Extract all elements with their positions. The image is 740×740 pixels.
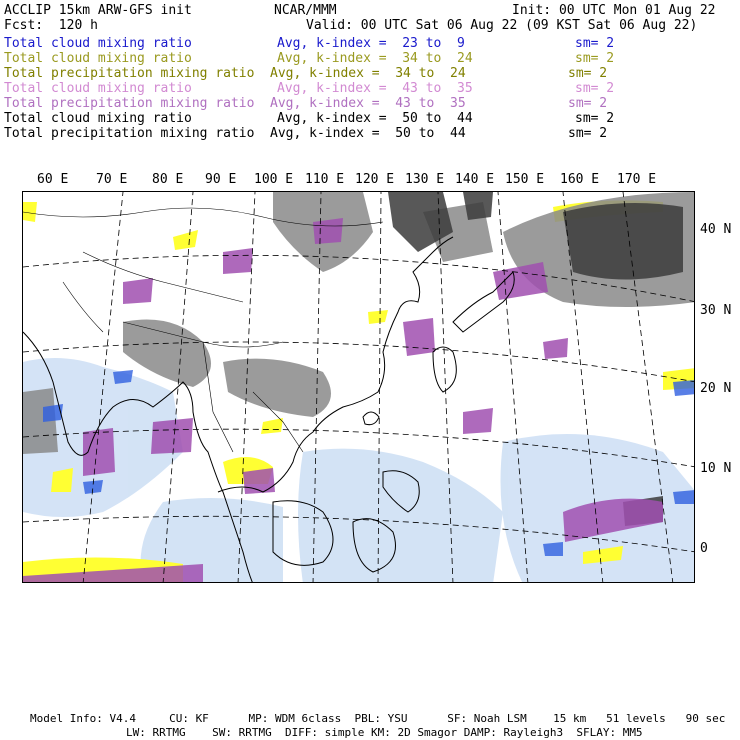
- lon-label-150e: 150 E: [505, 172, 545, 187]
- legend-sm-3: sm= 2: [568, 66, 608, 81]
- legend-avg-2: Avg, k-index = 34 to 24: [277, 51, 473, 66]
- legend-field-1: Total cloud mixing ratio: [4, 36, 192, 51]
- lat-label-30n: 30 N: [700, 303, 732, 318]
- map-canvas: [23, 192, 695, 583]
- legend-sm-7: sm= 2: [568, 126, 608, 141]
- light-blue-cloud-shading: [23, 358, 695, 583]
- org-label: NCAR/MMM: [274, 3, 337, 18]
- footer-model-info: Model Info: V4.4 CU: KF MP: WDM 6class PBL: YSU SF: Noah LSM 15 km 51 levels 90 sec: [30, 712, 726, 725]
- legend-sm-4: sm= 2: [575, 81, 615, 96]
- legend-avg-7: Avg, k-index = 50 to 44: [270, 126, 466, 141]
- legend-field-5: Total precipitation mixing ratio: [4, 96, 255, 111]
- lon-label-160e: 160 E: [560, 172, 600, 187]
- lon-label-140e: 140 E: [455, 172, 495, 187]
- legend-sm-1: sm= 2: [575, 36, 615, 51]
- legend-avg-5: Avg, k-index = 43 to 35: [270, 96, 466, 111]
- legend-avg-3: Avg, k-index = 34 to 24: [270, 66, 466, 81]
- legend-sm-6: sm= 2: [575, 111, 615, 126]
- legend-field-6: Total cloud mixing ratio: [4, 111, 192, 126]
- lon-label-70e: 70 E: [96, 172, 128, 187]
- lat-label-0: 0: [700, 541, 708, 556]
- lat-label-10n: 10 N: [700, 461, 732, 476]
- lat-label-20n: 20 N: [700, 381, 732, 396]
- lon-label-80e: 80 E: [152, 172, 184, 187]
- legend-avg-6: Avg, k-index = 50 to 44: [277, 111, 473, 126]
- lon-label-170e: 170 E: [617, 172, 657, 187]
- forecast-hour: Fcst: 120 h: [4, 18, 98, 33]
- valid-time: Valid: 00 UTC Sat 06 Aug 22 (09 KST Sat 06 Aug 22): [306, 18, 698, 33]
- lon-label-120e: 120 E: [355, 172, 395, 187]
- legend-avg-1: Avg, k-index = 23 to 9: [277, 36, 465, 51]
- legend-sm-5: sm= 2: [568, 96, 608, 111]
- legend-avg-4: Avg, k-index = 43 to 35: [277, 81, 473, 96]
- init-time: Init: 00 UTC Mon 01 Aug 22: [512, 3, 716, 18]
- lon-label-130e: 130 E: [405, 172, 445, 187]
- model-title: ACCLIP 15km ARW-GFS init: [4, 3, 192, 18]
- lat-label-40n: 40 N: [700, 222, 732, 237]
- lon-label-90e: 90 E: [205, 172, 237, 187]
- legend-sm-2: sm= 2: [575, 51, 615, 66]
- legend-field-2: Total cloud mixing ratio: [4, 51, 192, 66]
- legend-field-3: Total precipitation mixing ratio: [4, 66, 255, 81]
- lon-label-110e: 110 E: [305, 172, 345, 187]
- legend-field-4: Total cloud mixing ratio: [4, 81, 192, 96]
- lon-label-100e: 100 E: [254, 172, 294, 187]
- lon-label-60e: 60 E: [37, 172, 69, 187]
- legend-field-7: Total precipitation mixing ratio: [4, 126, 255, 141]
- map-panel: [22, 191, 695, 583]
- footer-physics-info: LW: RRTMG SW: RRTMG DIFF: simple KM: 2D Smagor DAMP: Rayleigh3 SFLAY: MM5: [126, 726, 643, 739]
